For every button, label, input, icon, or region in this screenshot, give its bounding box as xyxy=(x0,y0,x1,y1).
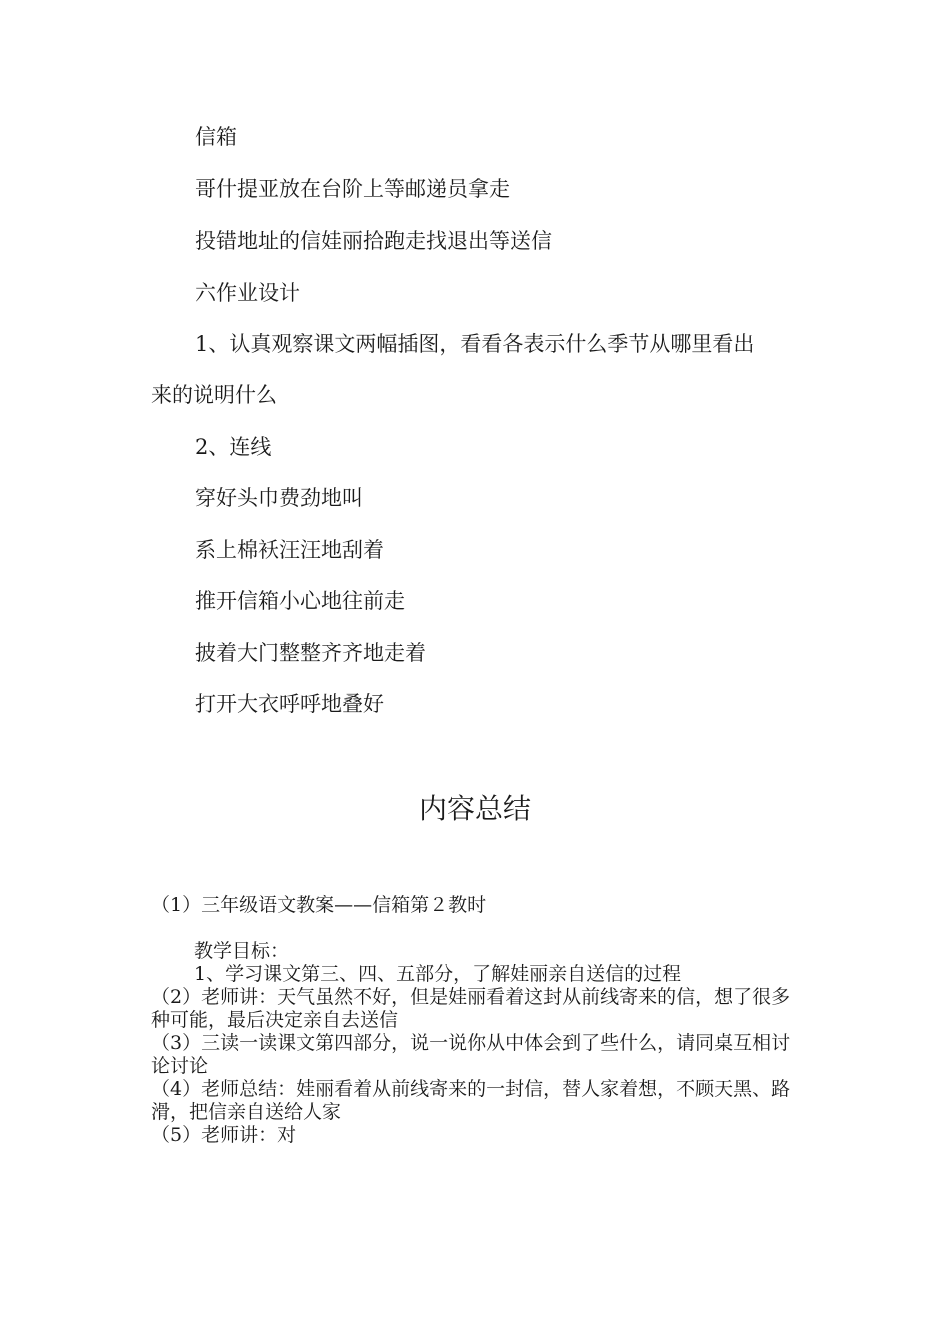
summary-body xyxy=(151,940,791,1147)
text-line: 信箱 xyxy=(195,125,237,149)
text-line: 2、连线 xyxy=(195,435,272,459)
summary-item: （3）三读一读课文第四部分，说一说你从中体会到了些什么，请同桌互相讨论讨论 xyxy=(151,1032,791,1077)
text-line: 推开信箱小心地往前走 xyxy=(195,589,405,613)
goal-item: 1、学习课文第三、四、五部分，了解娃丽亲自送信的过程 xyxy=(194,963,682,985)
summary-item: （2）老师讲：天气虽然不好，但是娃丽看着这封从前线寄来的信，想了很多种可能，最后决定亲自去送信 xyxy=(151,986,791,1031)
summary-title: 内容总结 xyxy=(418,792,531,825)
text-line: 1、认真观察课文两幅插图，看看各表示什么季节从哪里看出 xyxy=(195,332,755,356)
text-line: 来的说明什么 xyxy=(151,383,277,407)
text-line: 系上棉袄汪汪地刮着 xyxy=(195,538,384,562)
text-line: 打开大衣呼呼地叠好 xyxy=(195,692,384,716)
summary-item: （4）老师总结：娃丽看着从前线寄来的一封信，替人家着想，不顾天黑、路滑，把信亲自送给人家 xyxy=(151,1078,791,1123)
text-line: 哥什提亚放在台阶上等邮递员拿走 xyxy=(195,177,510,201)
summary-heading: （1）三年级语文教案——信箱第２教时 xyxy=(151,894,487,916)
goal-label: 教学目标： xyxy=(194,940,290,962)
text-line: 投错地址的信娃丽拾跑走找退出等送信 xyxy=(195,229,552,253)
text-line: 穿好头巾费劲地叫 xyxy=(195,486,363,510)
text-line: 披着大门整整齐齐地走着 xyxy=(195,641,426,665)
summary-item: （5）老师讲：对 xyxy=(151,1124,297,1146)
section-heading: 六作业设计 xyxy=(195,281,300,305)
